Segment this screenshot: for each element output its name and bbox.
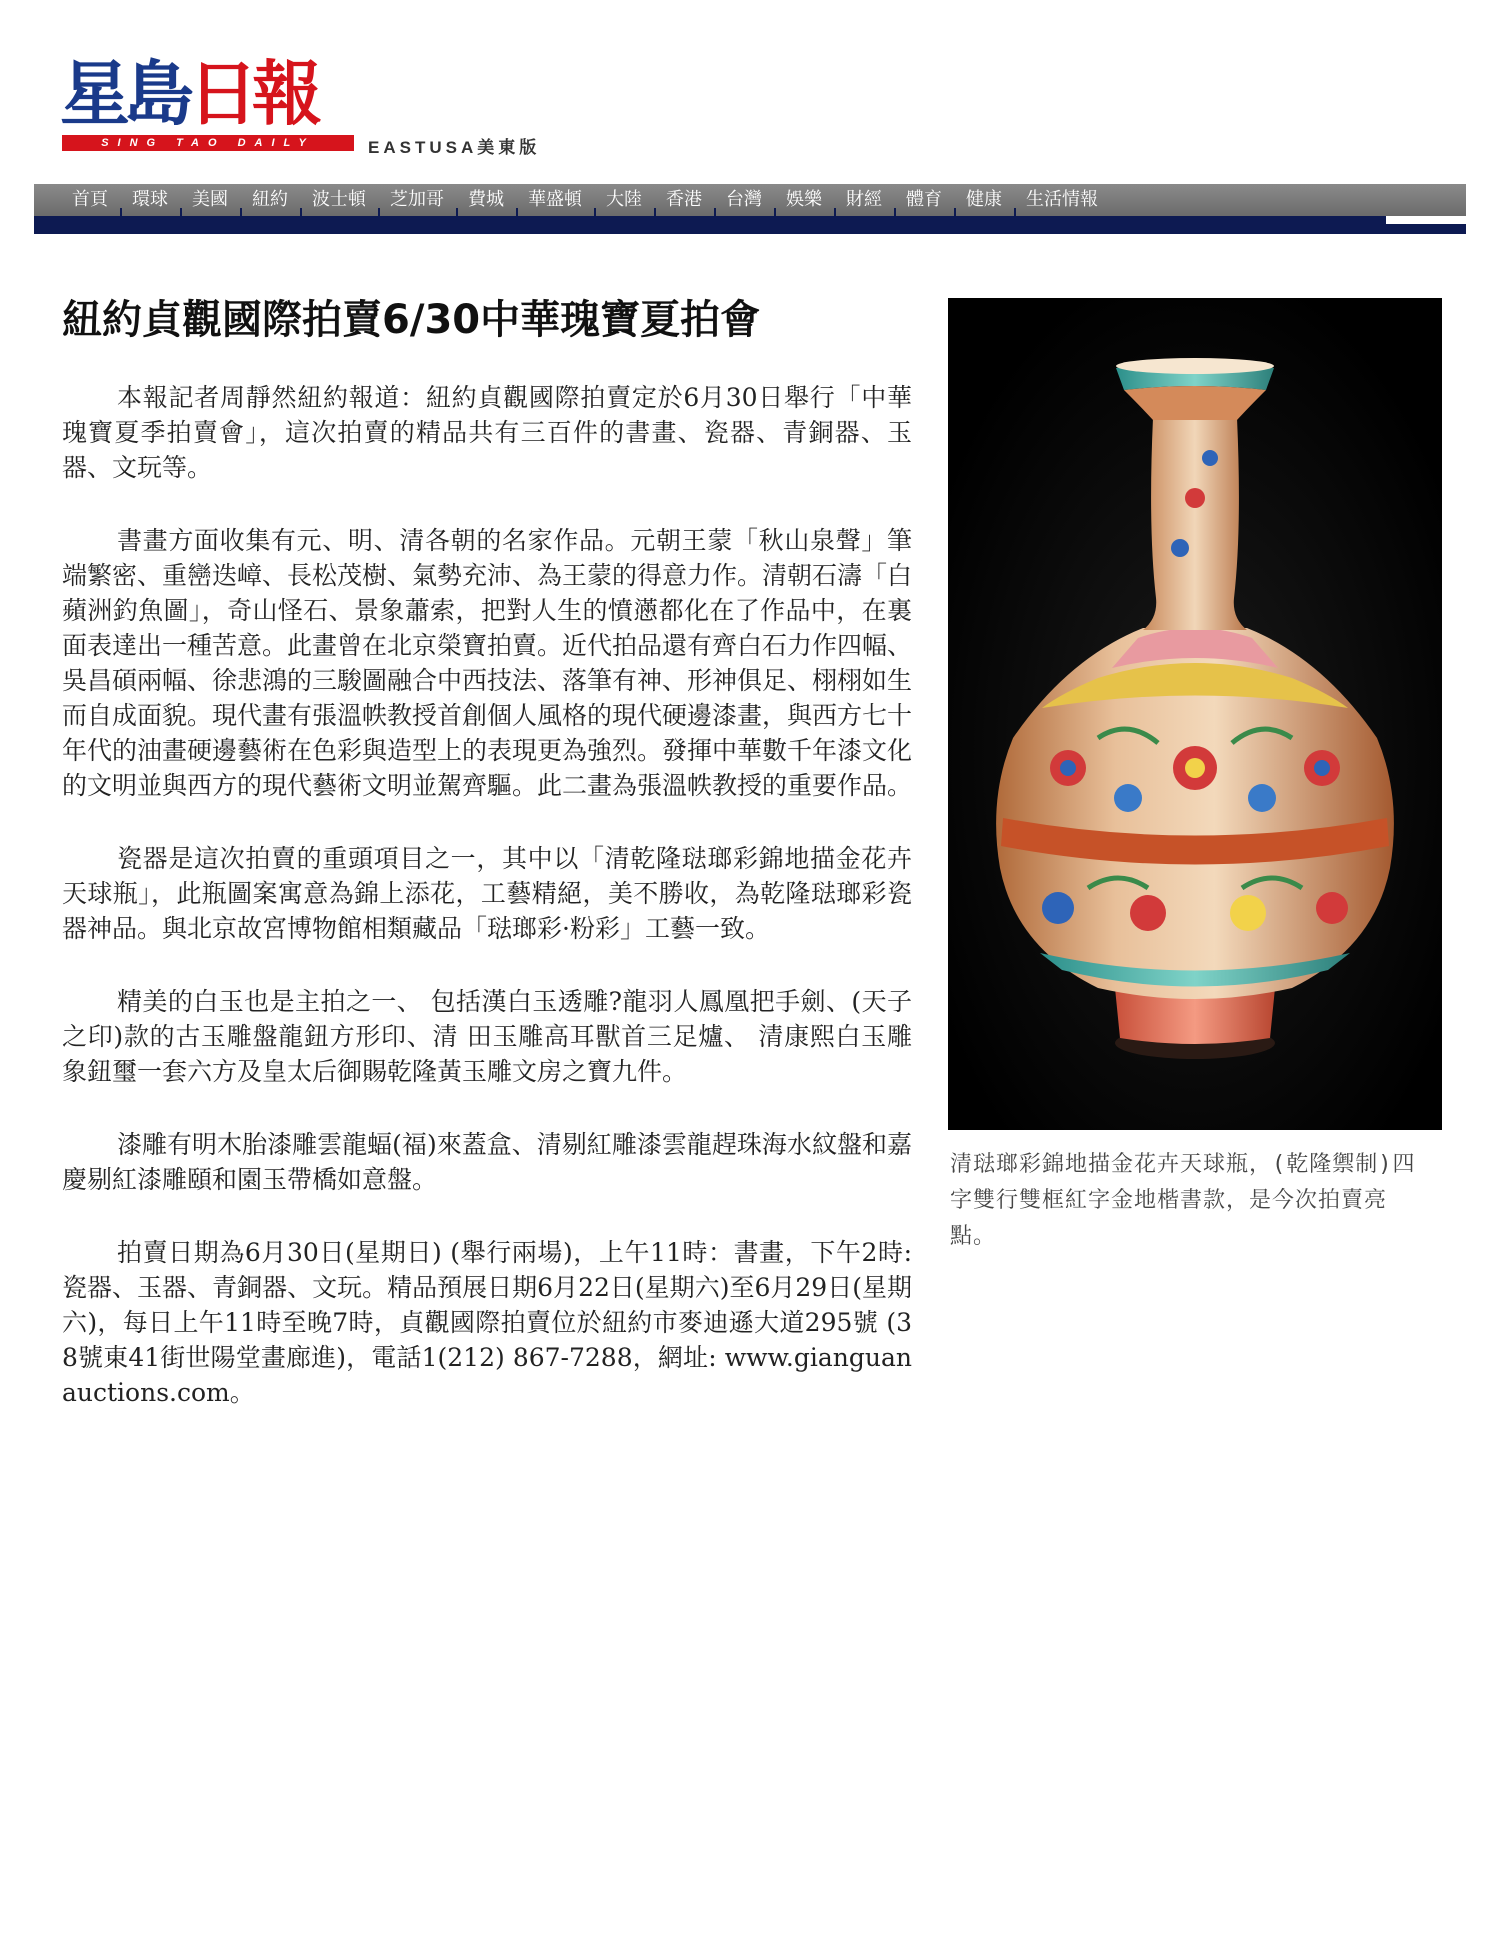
vase-photo: [948, 298, 1442, 1130]
site-logo[interactable]: [60, 55, 360, 155]
article-title: 紐約貞觀國際拍賣6/30中華瑰寶夏拍會: [62, 297, 761, 343]
logo-wordmark: [60, 55, 360, 133]
vase-illustration: [948, 298, 1442, 1130]
vase-neck: [1143, 418, 1247, 630]
nav-item[interactable]: 香港: [654, 184, 714, 216]
nav-item[interactable]: 台灣: [714, 184, 774, 216]
article-paragraph-4: 精美的白玉也是主拍之一、 包括漢白玉透雕?龍羽人鳳凰把手劍、(天子之印)款的古玉雕盤龍鈕方形印、清 田玉雕高耳獸首三足爐、 清康熙白玉雕象鈕璽一套六方及皇太后御賜乾隆黃玉雕文房之寶九件。: [62, 987, 912, 1086]
nav-item[interactable]: 費城: [456, 184, 516, 216]
article-body: [62, 380, 912, 1448]
logo-subtitle: SING TAO DAILY: [62, 135, 354, 151]
article-paragraph-3: 瓷器是這次拍賣的重頭項目之一，其中以「清乾隆琺瑯彩錦地描金花卉天球瓶」，此瓶圖案寓意為錦上添花，工藝精絕，美不勝收，為乾隆琺瑯彩瓷器神品。與北京故宮博物館相類藏品「琺瑯彩·粉彩」工藝一致。: [62, 844, 912, 943]
logo-wordmark-red: 日報: [188, 53, 316, 135]
photo-caption: 清琺瑯彩錦地描金花卉天球瓶，(乾隆禦制)四字雙行雙框紅字金地楷書款，是今次拍賣亮點。: [950, 1152, 1416, 1249]
article-paragraph-2: 書畫方面收集有元、明、清各朝的名家作品。元朝王蒙「秋山泉聲」筆端繁密、重巒迭嶂、長松茂樹、氣勢充沛、為王蒙的得意力作。清朝石濤「白蘋洲釣魚圖」，奇山怪石、景象蕭索，把對人生的憤懣都化在了作品中，在裏面表達出一種苦意。此畫曾在北京榮寶拍賣。近代拍品還有齊白石力作四幅、吳昌碩兩幅、徐悲鴻的三駿圖融合中西技法、落筆有神、形神俱足、栩栩如生而自成面貌。現代畫有張溫帙教授首創個人風格的現代硬邊漆畫，與西方七十年代的油畫硬邊藝術在色彩與造型上的表現更為強烈。發揮中華數千年漆文化的文明並與西方的現代藝術文明並駕齊驅。此二畫為張溫帙教授的重要作品。: [62, 526, 913, 800]
nav-item[interactable]: 首頁: [72, 189, 108, 210]
article-paragraph-5: 漆雕有明木胎漆雕雲龍蝠(福)來蓋盒、清剔紅雕漆雲龍趕珠海水紋盤和嘉慶剔紅漆雕頤和園玉帶橋如意盤。: [62, 1130, 912, 1194]
vase-rim: [1116, 358, 1274, 374]
nav-item[interactable]: 體育: [894, 184, 954, 216]
main-nav: [34, 184, 1466, 234]
nav-item[interactable]: 健康: [954, 184, 1014, 216]
nav-end-notch: [1386, 216, 1466, 224]
nav-item[interactable]: 財經: [834, 184, 894, 216]
nav-item[interactable]: 華盛頓: [516, 184, 594, 216]
edition-label: EASTUSA美東版: [368, 138, 541, 157]
nav-item[interactable]: 大陸: [594, 184, 654, 216]
nav-item[interactable]: 生活情報: [1014, 184, 1110, 216]
nav-item[interactable]: 波士頓: [300, 184, 378, 216]
logo-wordmark-blue: 星島: [60, 53, 188, 135]
nav-item[interactable]: 娛樂: [774, 184, 834, 216]
article-paragraph-1: 本報記者周靜然紐約報道：紐約貞觀國際拍賣定於6月30日舉行「中華瑰寶夏季拍賣會」，這次拍賣的精品共有三百件的書畫、瓷器、青銅器、玉器、文玩等。: [62, 383, 912, 482]
nav-item[interactable]: 紐約: [240, 184, 300, 216]
nav-item[interactable]: 美國: [180, 184, 240, 216]
nav-items: [60, 184, 1110, 216]
article-paragraph-6: 拍賣日期為6月30日(星期日) (舉行兩場)，上午11時：書畫，下午2時:瓷器、玉器、青銅器、文玩。精品預展日期6月22日(星期六)至6月29日(星期六)，每日上午11時至晚7時，貞觀國際拍賣位於紐約市麥迪遜大道295號 (38號東41街世陽堂畫廊進)，電話1(212) 867-7288，網址: www.gianguanauctions.com。: [62, 1238, 912, 1407]
nav-item[interactable]: 芝加哥: [378, 184, 456, 216]
nav-item[interactable]: 環球: [120, 184, 180, 216]
